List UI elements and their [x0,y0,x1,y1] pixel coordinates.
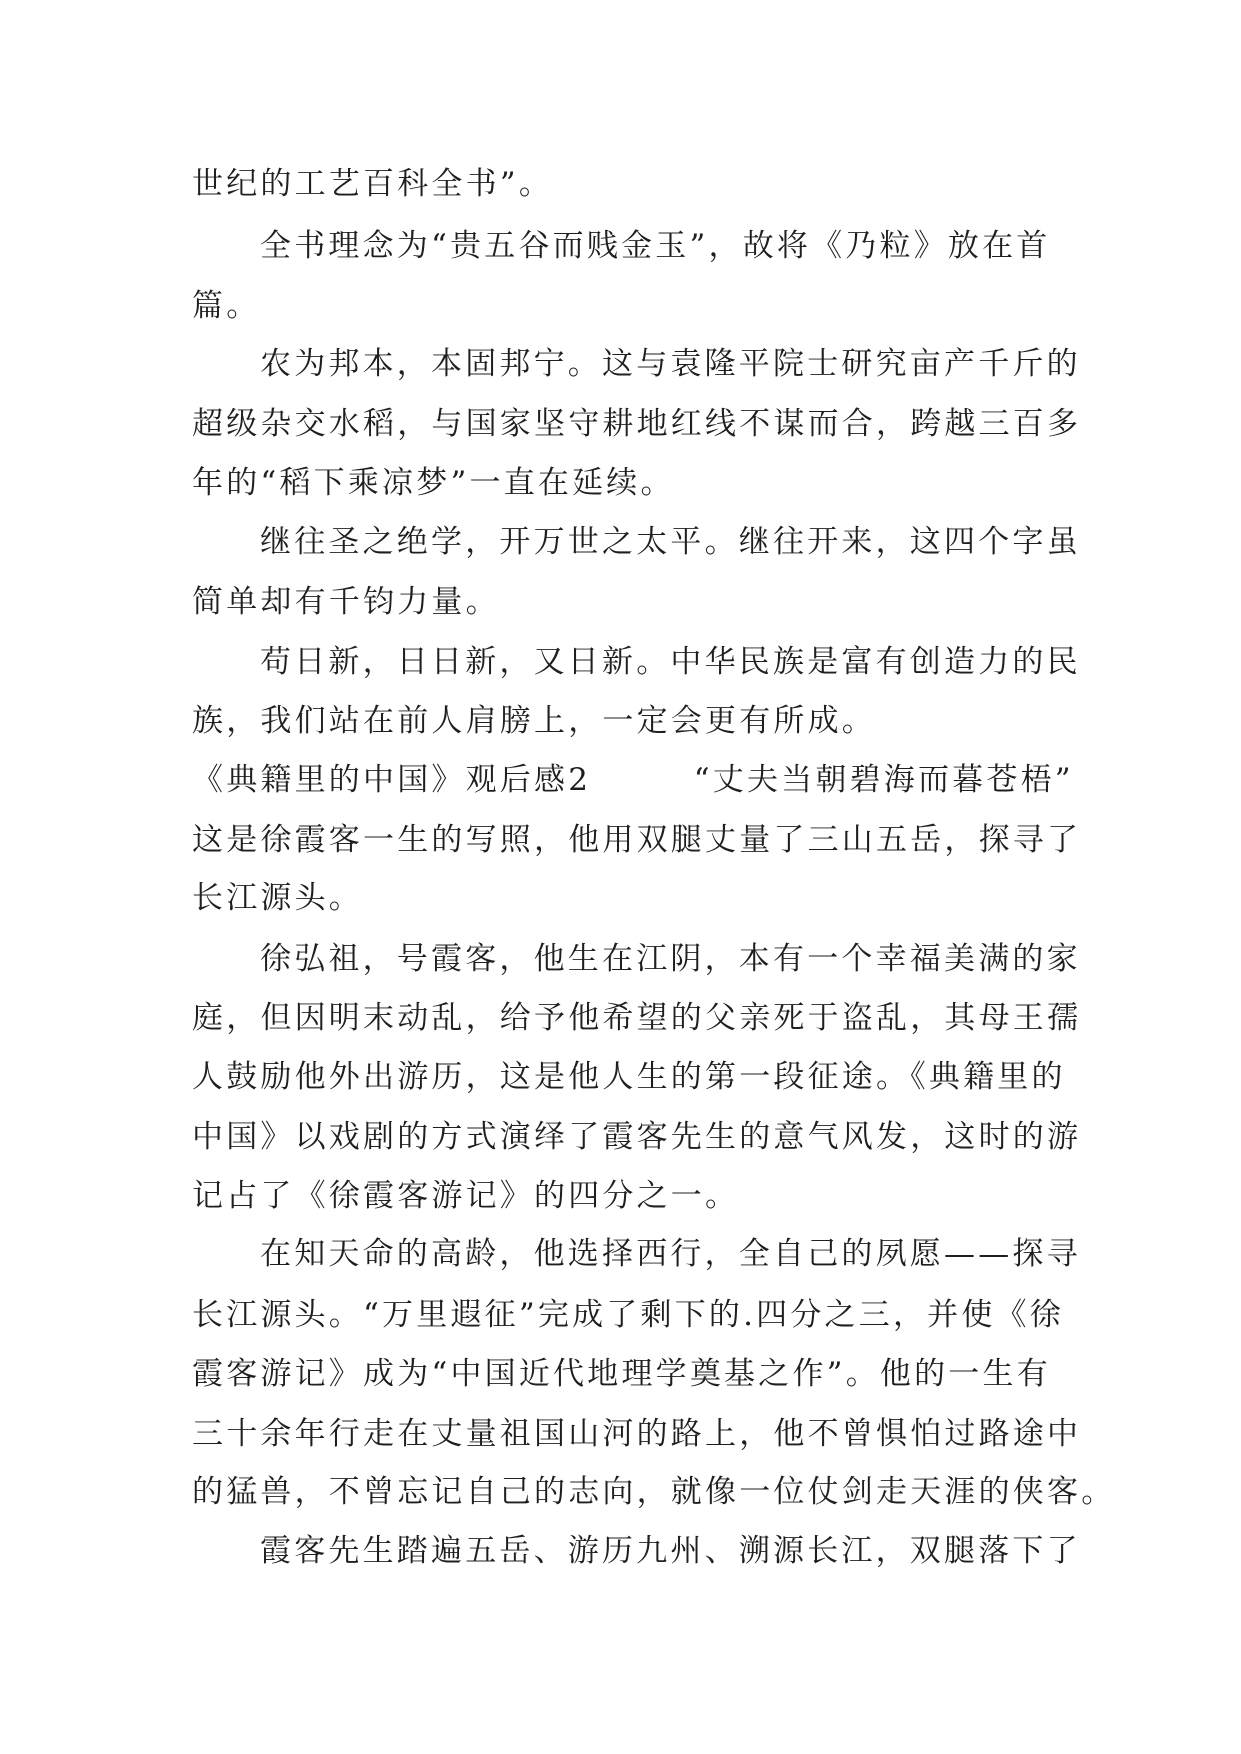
text-line: 长江源头。 [192,880,363,916]
text-line: 这是徐霞客一生的写照，他用双腿丈量了三山五岳，探寻了 [192,822,1082,858]
paragraph-first-line: 苟日新，日日新，又日新。中华民族是富有创造力的民 [260,644,1081,680]
text-line: 年的“稻下乘凉梦”一直在延续。 [192,465,675,501]
paragraph-first-line: 在知天命的高龄，他选择西行，全自己的夙愿——探寻 [260,1236,1081,1272]
paragraph-first-line: 继往圣之绝学，开万世之太平。继往开来，这四个字虽 [260,524,1081,560]
paragraph-first-line: 全书理念为“贵五谷而贱金玉”，故将《乃粒》放在首 [260,228,1051,264]
text-line: 世纪的工艺百科全书”。 [192,166,554,202]
text-line: 的猛兽，不曾忘记自己的志向，就像一位仗剑走天涯的侠客。 [192,1474,1116,1510]
text-line: 简单却有千钧力量。 [192,584,500,620]
text-line: 记占了《徐霞客游记》的四分之一。 [192,1178,740,1214]
text-line: 篇。 [192,288,261,324]
paragraph-first-line: 徐弘祖，号霞客，他生在江阴，本有一个幸福美满的家 [260,941,1081,977]
text-line: 族，我们站在前人肩膀上，一定会更有所成。 [192,703,876,739]
text-line: 长江源头。“万里遐征”完成了剩下的.四分之三，并使《徐 [192,1297,1064,1333]
section-heading-line: 《典籍里的中国》观后感2 “丈夫当朝碧海而暮苍梧” [192,762,1074,798]
paragraph-first-line: 霞客先生踏遍五岳、游历九州、溯源长江，双腿落下了 [260,1533,1081,1569]
text-line: 中国》以戏剧的方式演绎了霞客先生的意气风发，这时的游 [192,1119,1082,1155]
text-line: 超级杂交水稻，与国家坚守耕地红线不谋而合，跨越三百多 [192,406,1082,442]
text-line: 庭，但因明末动乱，给予他希望的父亲死于盗乱，其母王孺 [192,1000,1082,1036]
text-line: 人鼓励他外出游历，这是他人生的第一段征途。《典籍里的 [192,1059,1066,1095]
paragraph-first-line: 农为邦本，本固邦宁。这与袁隆平院士研究亩产千斤的 [260,346,1081,382]
text-line: 霞客游记》成为“中国近代地理学奠基之作”。他的一生有 [192,1356,1051,1392]
text-line: 三十余年行走在丈量祖国山河的路上，他不曾惧怕过路途中 [192,1416,1082,1452]
